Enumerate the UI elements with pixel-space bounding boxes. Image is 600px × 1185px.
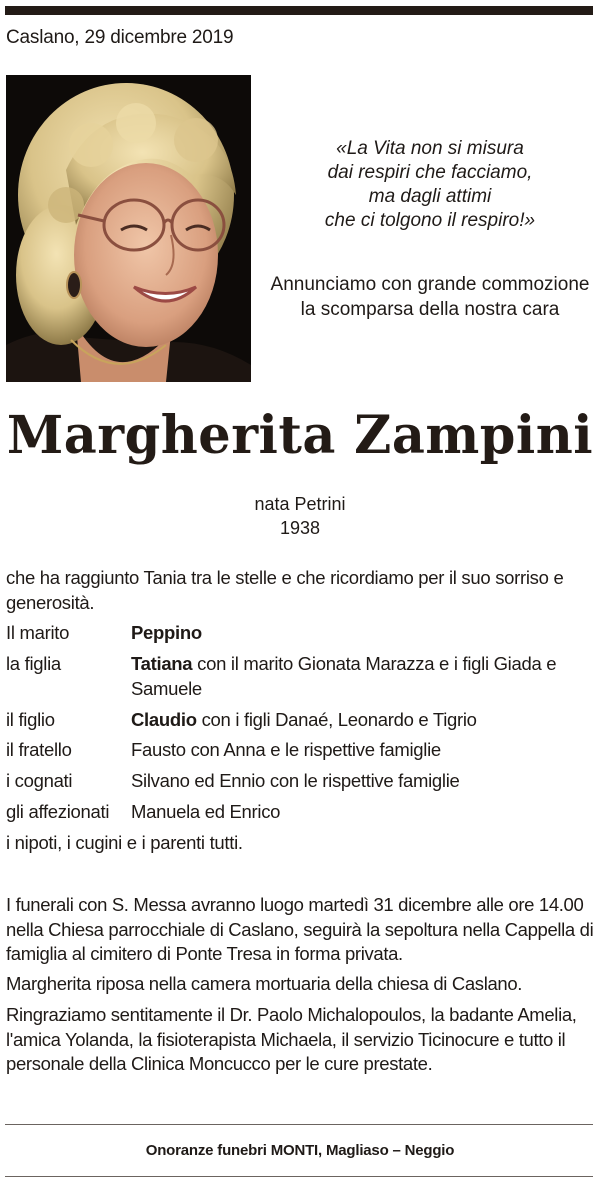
- footer-rule-top: [5, 1124, 593, 1125]
- family-rest: con i figli Danaé, Leonardo e Tigrio: [196, 709, 477, 730]
- announcement-line: la scomparsa della nostra cara: [300, 299, 560, 320]
- family-bold-name: Peppino: [131, 622, 202, 643]
- funeral-paragraph: I funerali con S. Messa avranno luogo martedì 31 dicembre alle ore 14.00 nella Chiesa parrocchiale di Caslano, seguirà la sepoltura nella Cappella di famiglia al cimitero di Ponte Tresa in forma privata.: [6, 894, 594, 964]
- family-members: [131, 768, 596, 793]
- family-role: i cognati: [6, 770, 73, 791]
- epigraph-quote: [260, 137, 600, 233]
- quote-line: dai respiri che facciamo,: [327, 162, 533, 183]
- dateline: Caslano, 29 dicembre 2019: [6, 27, 234, 48]
- family-role: Il marito: [6, 622, 70, 643]
- funeral-home-credit: Onoranze funebri MONTI, Magliaso – Neggio: [145, 1142, 455, 1159]
- announcement-line: Annunciamo con grande commozione: [270, 274, 590, 295]
- thanks-paragraph: Ringraziamo sentitamente il Dr. Paolo Michalopoulos, la badante Amelia, l'amica Yolanda, la fisioterapista Michaela, il servizio Ticinocure e tutto il personale della Clinica Moncucco per le cure prestate.: [6, 1004, 577, 1074]
- family-role: il fratello: [6, 739, 72, 760]
- quote-line: «La Vita non si misura: [336, 138, 524, 159]
- family-role: gli affezionati: [6, 801, 110, 822]
- rest-paragraph: Margherita riposa nella camera mortuaria della chiesa di Caslano.: [6, 973, 523, 994]
- family-rest: Fausto con Anna e le rispettive famiglie: [131, 739, 441, 760]
- family-rest: Silvano ed Ennio con le rispettive famiglie: [131, 770, 460, 791]
- family-members: [131, 620, 596, 645]
- announcement: [260, 272, 600, 322]
- family-tail: i nipoti, i cugini e i parenti tutti.: [6, 832, 243, 853]
- family-role: il figlio: [6, 709, 55, 730]
- family-role: la figlia: [6, 653, 61, 674]
- top-rule: [5, 6, 593, 15]
- portrait-photo: [6, 75, 251, 382]
- family-members: [131, 707, 596, 732]
- family-members: [131, 799, 596, 824]
- deceased-name: Margherita Zampini: [6, 405, 594, 466]
- quote-line: che ci tolgono il respiro!»: [324, 210, 536, 231]
- family-members: [131, 651, 596, 701]
- family-bold-name: Claudio: [131, 709, 197, 730]
- birth-year: 1938: [279, 518, 321, 538]
- maiden-name: nata Petrini: [254, 494, 346, 514]
- family-rest: con il marito Gionata Marazza e i figli Giada e Samuele: [131, 653, 557, 699]
- quote-line: ma dagli attimi: [368, 186, 492, 207]
- family-members: [131, 737, 596, 762]
- footer-rule-bottom: [5, 1176, 593, 1177]
- family-rest: Manuela ed Enrico: [131, 801, 281, 822]
- birth-info: [0, 492, 600, 540]
- intro-text: che ha raggiunto Tania tra le stelle e che ricordiamo per il suo sorriso e generosità.: [6, 567, 564, 613]
- family-bold-name: Tatiana: [131, 653, 193, 674]
